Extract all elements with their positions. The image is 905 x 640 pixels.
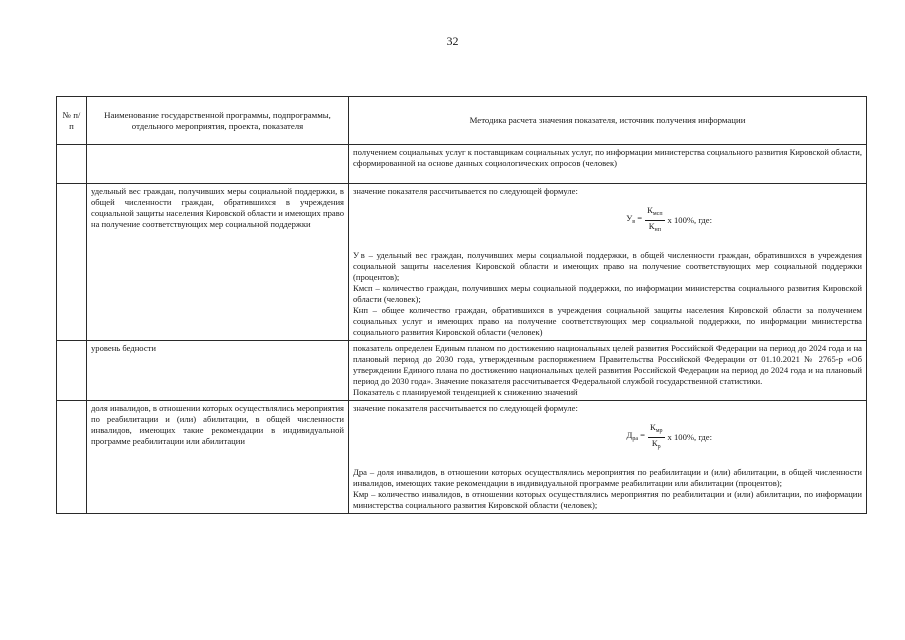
method-text: показатель определен Единым планом по достижению национальных целей развития Российской Федерации на период до 2024 года и на плановый период до 2030 года, утвержденным распоряжением Правительства Российской Федерации от 01.10.2021 № 2765-р «Об утверждении Единого плана по достижению национальных целей развития Российской Федерации на период до 2024 года и на плановый период до 2030 года». Значение показателя рассчитывается Федеральной службой государственной статистики. <box>353 343 862 386</box>
formula-tail: x 100%, где: <box>667 432 712 442</box>
methodology-table <box>56 96 867 514</box>
formula-fraction: $\frac{К_{мсп}}{К_{нп}}$ <box>647 205 663 233</box>
formula <box>353 197 862 250</box>
cell-num <box>57 184 87 341</box>
formula-fraction: $\frac{К_{мр}}{К_р}$ <box>650 422 663 450</box>
header-num: № п/п <box>57 97 87 145</box>
trend-text: Показатель с планируемой тенденцией к снижению значений <box>353 387 578 397</box>
formula-lhs: $У_в$ = <box>626 213 643 225</box>
formula-intro: значение показателя рассчитывается по следующей формуле: <box>353 186 578 196</box>
definition: У в – удельный вес граждан, получивших меры социальной поддержки, в общей численности граждан, обратившихся в учреждения социальной защиты населения Кировской области и имеющих право на получение соответствующих мер социальной поддержки (процентов); <box>353 250 862 282</box>
table-row <box>57 401 867 514</box>
page-number: 32 <box>446 34 459 48</box>
formula-lhs: $Д_{ра}$ = <box>626 430 645 442</box>
formula-tail: x 100%, где: <box>667 215 712 225</box>
table-header-row <box>57 97 867 145</box>
formula-intro: значение показателя рассчитывается по следующей формуле: <box>353 403 578 413</box>
definition: Кмр – количество инвалидов, в отношении которых осуществлялись мероприятия по реабилитации и (или) абилитации, по информации министерства социального развития Кировской области (человек); <box>353 489 862 510</box>
definition: Кмсп – количество граждан, получивших меры социальной поддержки, по информации министерства социального развития Кировской области (человек); <box>353 283 862 304</box>
header-method: Методика расчета значения показателя, источник получения информации <box>349 97 867 145</box>
cell-num <box>57 145 87 184</box>
cell-name: удельный вес граждан, получивших меры социальной поддержки, в общей численности граждан, обратившихся в учреждения социальной защиты населения Кировской области и имеющих право на получение соответствующих мер социальной поддержки <box>87 184 349 341</box>
cell-num <box>57 341 87 401</box>
cell-method <box>349 341 867 401</box>
header-name: Наименование государственной программы, подпрограммы, отдельного мероприятия, проекта, показателя <box>87 97 349 145</box>
cell-method <box>349 401 867 514</box>
table-row <box>57 184 867 341</box>
definition: Дра – доля инвалидов, в отношении которых осуществлялись мероприятия по реабилитации и (или) абилитации, в общей численности инвалидов, имеющих такие рекомендации в индивидуальной программе реабилитации или абилитации (процентов); <box>353 467 862 488</box>
definition: Кнп – общее количество граждан, обратившихся в учреждения социальной защиты населения Кировской области за получением социальных услуг и имеющих право на получение соответствующих мер социальной поддержки, по информации министерства социального развития Кировской области (человек) <box>353 305 862 337</box>
cell-method: получением социальных услуг к поставщикам социальных услуг, по информации министерства социального развития Кировской области, сформированной на основе данных социологических опросов (человек) <box>349 145 867 184</box>
table-row <box>57 341 867 401</box>
table-row <box>57 145 867 184</box>
cell-name: доля инвалидов, в отношении которых осуществлялись мероприятия по реабилитации и (или) абилитации, в общей численности инвалидов, имеющих такие рекомендации в индивидуальной программе реабилитации или абилитации <box>87 401 349 514</box>
cell-num <box>57 401 87 514</box>
cell-name <box>87 145 349 184</box>
formula <box>353 414 862 467</box>
cell-method <box>349 184 867 341</box>
cell-name: уровень бедности <box>87 341 349 401</box>
